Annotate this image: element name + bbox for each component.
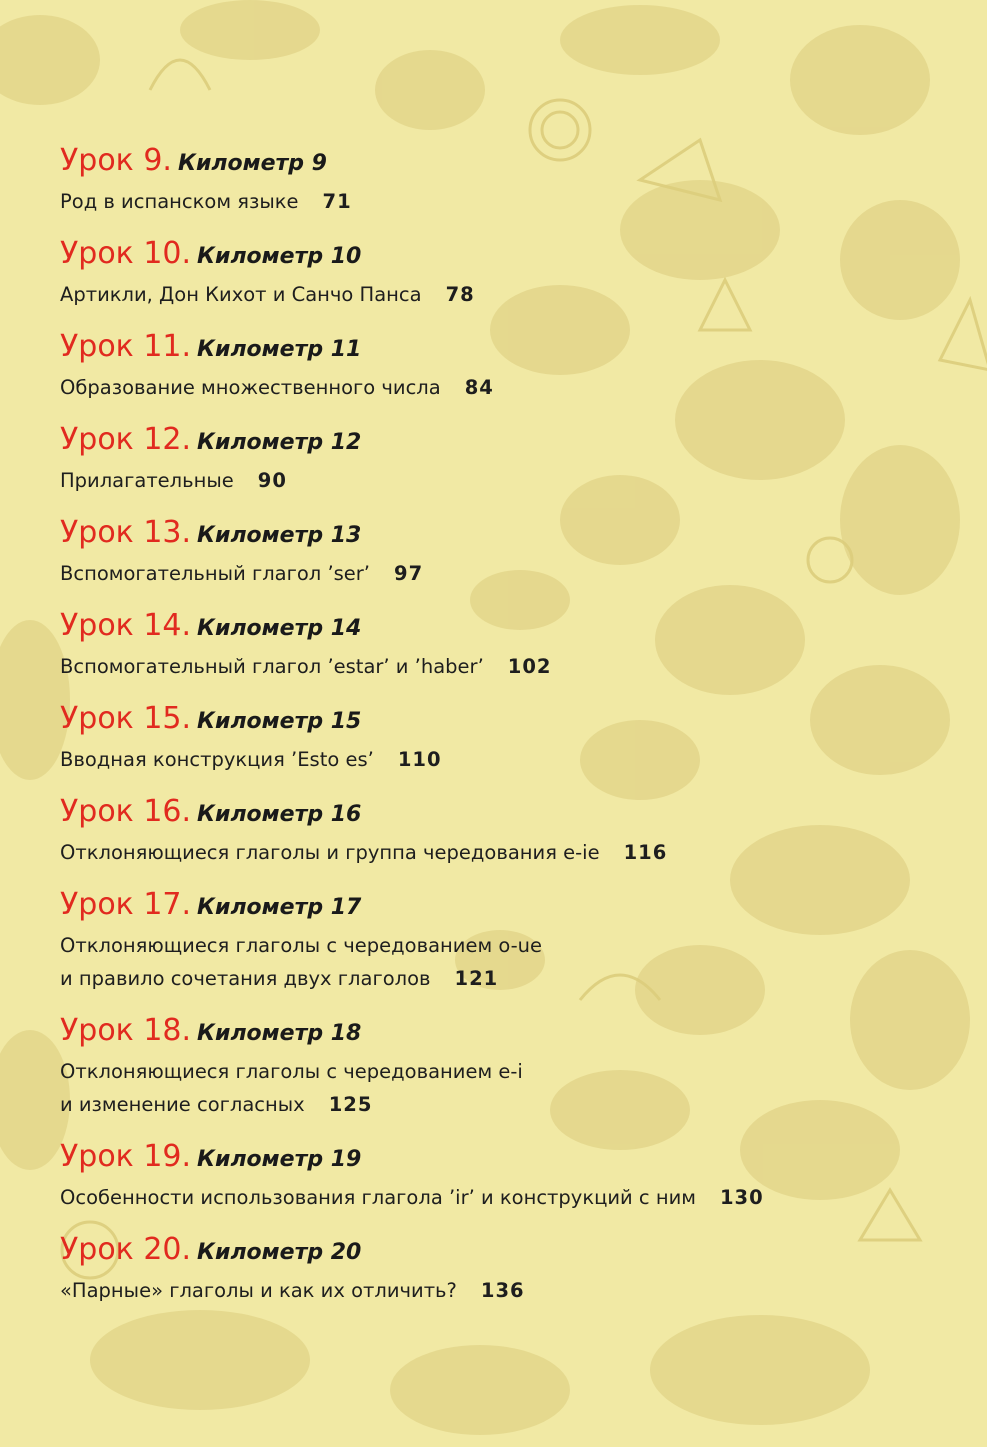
kilometer-label: Километр 19	[197, 1147, 362, 1172]
toc-entry	[60, 605, 940, 683]
description-line	[60, 464, 940, 497]
kilometer-label: Километр 16	[197, 802, 362, 827]
description-line	[60, 1088, 940, 1121]
lesson-description	[60, 371, 940, 404]
lesson-heading	[60, 698, 940, 743]
description-line	[60, 557, 940, 590]
lesson-heading	[60, 791, 940, 836]
description-text: Отклоняющиеся глаголы с чередованием e-i	[60, 1060, 523, 1083]
description-text: и правило сочетания двух глаголов	[60, 967, 431, 990]
page-number[interactable]: 136	[480, 1279, 525, 1302]
description-line	[60, 962, 940, 995]
page-number[interactable]: 78	[445, 283, 475, 306]
lesson-heading	[60, 419, 940, 464]
kilometer-label: Километр 15	[197, 709, 362, 734]
description-line	[60, 278, 940, 311]
toc-entry	[60, 1229, 940, 1307]
lesson-description	[60, 929, 940, 995]
description-line	[60, 743, 940, 776]
description-line	[60, 929, 940, 962]
lesson-description	[60, 1181, 940, 1214]
lesson-heading	[60, 326, 940, 371]
kilometer-label: Километр 17	[197, 895, 362, 920]
description-line	[60, 650, 940, 683]
table-of-contents	[60, 140, 940, 1322]
description-text: Вводная конструкция ’Esto es’	[60, 748, 374, 771]
kilometer-label: Километр 14	[197, 616, 362, 641]
lesson-description	[60, 278, 940, 311]
description-text: Прилагательные	[60, 469, 234, 492]
lesson-description	[60, 743, 940, 776]
page-number[interactable]: 116	[623, 841, 668, 864]
description-text: Образование множественного числа	[60, 376, 441, 399]
lesson-heading	[60, 140, 940, 185]
toc-entry	[60, 233, 940, 311]
page-number[interactable]: 97	[394, 562, 424, 585]
description-line	[60, 371, 940, 404]
lesson-number: Урок 15.	[60, 701, 192, 736]
description-line	[60, 1055, 940, 1088]
description-text: «Парные» глаголы и как их отличить?	[60, 1279, 457, 1302]
lesson-number: Урок 9.	[60, 143, 172, 178]
page-number[interactable]: 121	[454, 967, 499, 990]
toc-entry	[60, 140, 940, 218]
description-text: и изменение согласных	[60, 1093, 305, 1116]
lesson-heading	[60, 1010, 940, 1055]
lesson-number: Урок 20.	[60, 1232, 192, 1267]
kilometer-label: Километр 20	[197, 1240, 362, 1265]
page-number[interactable]: 125	[328, 1093, 373, 1116]
lesson-heading	[60, 1136, 940, 1181]
kilometer-label: Километр 13	[197, 523, 362, 548]
toc-entry	[60, 512, 940, 590]
description-line	[60, 1274, 940, 1307]
kilometer-label: Километр 9	[177, 151, 327, 176]
toc-entry	[60, 1010, 940, 1121]
page-number[interactable]: 110	[397, 748, 442, 771]
toc-entry	[60, 419, 940, 497]
toc-entry	[60, 791, 940, 869]
page-number[interactable]: 84	[464, 376, 494, 399]
description-line	[60, 185, 940, 218]
description-text: Отклоняющиеся глаголы и группа чередования e-ie	[60, 841, 600, 864]
lesson-number: Урок 17.	[60, 887, 192, 922]
lesson-heading	[60, 1229, 940, 1274]
lesson-number: Урок 13.	[60, 515, 192, 550]
description-line	[60, 1181, 940, 1214]
description-text: Особенности использования глагола ’ir’ и конструкций с ним	[60, 1186, 696, 1209]
lesson-heading	[60, 512, 940, 557]
lesson-description	[60, 650, 940, 683]
toc-entry	[60, 326, 940, 404]
kilometer-label: Километр 12	[197, 430, 362, 455]
kilometer-label: Километр 10	[197, 244, 362, 269]
description-text: Вспомогательный глагол ’ser’	[60, 562, 371, 585]
lesson-number: Урок 11.	[60, 329, 192, 364]
lesson-number: Урок 14.	[60, 608, 192, 643]
lesson-description	[60, 185, 940, 218]
lesson-heading	[60, 605, 940, 650]
page-number[interactable]: 90	[257, 469, 287, 492]
page-number[interactable]: 102	[507, 655, 552, 678]
toc-entry	[60, 1136, 940, 1214]
lesson-number: Урок 19.	[60, 1139, 192, 1174]
lesson-description	[60, 464, 940, 497]
lesson-description	[60, 836, 940, 869]
description-text: Род в испанском языке	[60, 190, 299, 213]
lesson-number: Урок 18.	[60, 1013, 192, 1048]
page-number[interactable]: 130	[719, 1186, 764, 1209]
lesson-number: Урок 10.	[60, 236, 192, 271]
lesson-description	[60, 557, 940, 590]
lesson-description	[60, 1055, 940, 1121]
description-line	[60, 836, 940, 869]
toc-entry	[60, 698, 940, 776]
kilometer-label: Километр 11	[197, 337, 362, 362]
lesson-heading	[60, 233, 940, 278]
lesson-number: Урок 12.	[60, 422, 192, 457]
lesson-heading	[60, 884, 940, 929]
lesson-description	[60, 1274, 940, 1307]
lesson-number: Урок 16.	[60, 794, 192, 829]
page-number[interactable]: 71	[322, 190, 352, 213]
description-text: Вспомогательный глагол ’estar’ и ’haber’	[60, 655, 484, 678]
kilometer-label: Километр 18	[197, 1021, 362, 1046]
toc-entry	[60, 884, 940, 995]
description-text: Артикли, Дон Кихот и Санчо Панса	[60, 283, 422, 306]
description-text: Отклоняющиеся глаголы с чередованием o-ue	[60, 934, 543, 957]
